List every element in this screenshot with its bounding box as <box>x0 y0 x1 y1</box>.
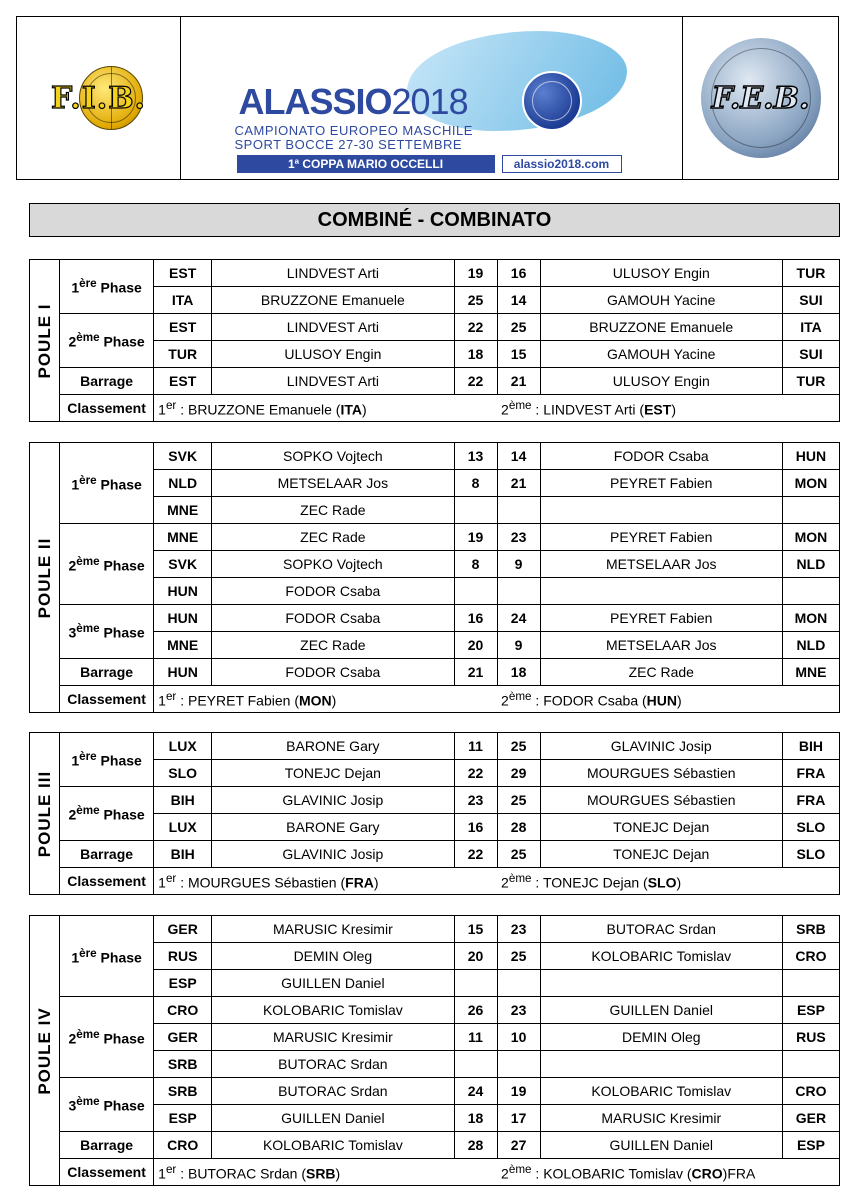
country-code: SLO <box>647 874 677 891</box>
score: 23 <box>497 997 540 1024</box>
score: 25 <box>497 733 540 760</box>
rank-first: 1er : MOURGUES Sébastien (FRA) <box>154 868 497 895</box>
score <box>454 497 497 524</box>
country-code: SVK <box>154 551 212 578</box>
fib-logo <box>24 63 174 133</box>
player-name: KOLOBARIC Tomislav <box>540 943 782 970</box>
country-code: MON <box>782 524 839 551</box>
player-name: TONEJC Dejan <box>540 814 782 841</box>
poule-label: POULE II <box>34 537 54 618</box>
score: 22 <box>454 760 497 787</box>
score: 22 <box>454 314 497 341</box>
phase-label: 2ème Phase <box>60 524 154 605</box>
country-code: MNE <box>154 524 212 551</box>
match-row <box>30 443 840 470</box>
score: 14 <box>497 287 540 314</box>
phase-label: 1ère Phase <box>60 733 154 787</box>
phase-label: 2ème Phase <box>60 997 154 1078</box>
player-name: MARUSIC Kresimir <box>212 916 454 943</box>
country-code: GER <box>154 1024 212 1051</box>
player-name <box>540 970 782 997</box>
player-name <box>540 1051 782 1078</box>
country-code: SLO <box>154 760 212 787</box>
phase-ordinal: ème <box>76 331 100 345</box>
country-code: ITA <box>782 314 839 341</box>
event-title <box>239 81 468 123</box>
player-name: BUTORAC Srdan <box>212 1078 454 1105</box>
phase-ordinal: ème <box>76 554 100 568</box>
country-code: BIH <box>154 841 212 868</box>
classement-row <box>30 868 840 895</box>
rank-second: 2ème : KOLOBARIC Tomislav (CRO)FRA <box>497 1159 839 1186</box>
rank-suffix: ème <box>508 871 532 885</box>
event-line2: SPORT BOCCE 27-30 SETTEMBRE <box>234 137 463 152</box>
classement-row <box>30 1159 840 1186</box>
country-code: MON <box>782 605 839 632</box>
score: 16 <box>454 814 497 841</box>
fib-logo-cell <box>17 17 181 179</box>
poule-table <box>29 442 840 713</box>
country-code: NLD <box>782 632 839 659</box>
score <box>497 497 540 524</box>
score: 14 <box>497 443 540 470</box>
rank-second: 2ème : FODOR Csaba (HUN) <box>497 686 839 713</box>
score: 25 <box>497 787 540 814</box>
match-row <box>30 733 840 760</box>
player-name: METSELAAR Jos <box>540 551 782 578</box>
score: 25 <box>497 943 540 970</box>
player-name: BUTORAC Srdan <box>540 916 782 943</box>
barrage-row <box>30 1132 840 1159</box>
classement-row <box>30 686 840 713</box>
poule-label: POULE I <box>34 302 54 379</box>
score: 25 <box>497 314 540 341</box>
score: 16 <box>497 260 540 287</box>
player-name: FODOR Csaba <box>212 605 454 632</box>
country-code: BIH <box>782 733 839 760</box>
country-code: CRO <box>154 997 212 1024</box>
country-code: EST <box>644 401 672 418</box>
match-row <box>30 787 840 814</box>
score: 8 <box>454 551 497 578</box>
player-name: FODOR Csaba <box>540 443 782 470</box>
event-logo <box>227 23 637 173</box>
country-code: FRA <box>782 760 839 787</box>
score <box>454 970 497 997</box>
score: 23 <box>497 524 540 551</box>
poule-label: POULE IV <box>34 1006 54 1095</box>
event-line1: CAMPIONATO EUROPEO MASCHILE <box>234 123 473 138</box>
player-name: KOLOBARIC Tomislav <box>540 1078 782 1105</box>
country-code: EST <box>154 260 212 287</box>
score: 16 <box>454 605 497 632</box>
rank-first: 1er : BRUZZONE Emanuele (ITA) <box>154 395 497 422</box>
country-code: SLO <box>782 841 839 868</box>
country-code: LUX <box>154 733 212 760</box>
player-name: PEYRET Fabien <box>540 605 782 632</box>
score: 27 <box>497 1132 540 1159</box>
player-name: ZEC Rade <box>540 659 782 686</box>
score: 22 <box>454 368 497 395</box>
barrage-label: Barrage <box>60 841 154 868</box>
barrage-row <box>30 841 840 868</box>
country-code: HUN <box>154 659 212 686</box>
score: 11 <box>454 733 497 760</box>
score: 20 <box>454 943 497 970</box>
bocce-ball-icon <box>522 71 582 131</box>
page-title: COMBINÉ - COMBINATO <box>29 203 840 237</box>
score: 26 <box>454 997 497 1024</box>
feb-logo <box>701 38 821 158</box>
score: 23 <box>454 787 497 814</box>
player-name: LINDVEST Arti <box>212 368 454 395</box>
phase-label: 2ème Phase <box>60 314 154 368</box>
player-name: METSELAAR Jos <box>540 632 782 659</box>
phase-ordinal: ère <box>79 750 97 764</box>
phase-label: 1ère Phase <box>60 916 154 997</box>
player-name: ZEC Rade <box>212 632 454 659</box>
player-name: FODOR Csaba <box>212 578 454 605</box>
country-code: RUS <box>782 1024 839 1051</box>
page-header <box>16 16 839 180</box>
player-name: DEMIN Oleg <box>540 1024 782 1051</box>
country-code: SRB <box>154 1051 212 1078</box>
country-code: ITA <box>154 287 212 314</box>
country-code: HUN <box>782 443 839 470</box>
player-name: BUTORAC Srdan <box>212 1051 454 1078</box>
phase-ordinal: ème <box>76 622 100 636</box>
country-code: SRB <box>154 1078 212 1105</box>
player-name: ULUSOY Engin <box>540 260 782 287</box>
player-name: DEMIN Oleg <box>212 943 454 970</box>
phase-label: 1ère Phase <box>60 260 154 314</box>
score: 21 <box>497 470 540 497</box>
country-code: MNE <box>154 632 212 659</box>
score: 15 <box>497 341 540 368</box>
player-name: GLAVINIC Josip <box>212 787 454 814</box>
rank-suffix: er <box>165 398 177 412</box>
player-name: LINDVEST Arti <box>212 260 454 287</box>
classement-label: Classement <box>60 868 154 895</box>
country-code: SRB <box>782 916 839 943</box>
match-row <box>30 524 840 551</box>
rank-suffix: ème <box>508 1162 532 1176</box>
score <box>497 578 540 605</box>
rank-suffix: er <box>165 689 177 703</box>
player-name: BRUZZONE Emanuele <box>540 314 782 341</box>
feb-logo-cell <box>683 17 838 179</box>
player-name: GAMOUH Yacine <box>540 287 782 314</box>
player-name: KOLOBARIC Tomislav <box>212 997 454 1024</box>
score <box>497 1051 540 1078</box>
rank-second: 2ème : LINDVEST Arti (EST) <box>497 395 839 422</box>
event-url: alassio2018.com <box>502 155 622 173</box>
player-name: GAMOUH Yacine <box>540 341 782 368</box>
score: 25 <box>497 841 540 868</box>
barrage-row <box>30 368 840 395</box>
match-row <box>30 997 840 1024</box>
country-code: HUN <box>154 578 212 605</box>
match-row <box>30 314 840 341</box>
player-name: GUILLEN Daniel <box>540 997 782 1024</box>
country-code: MON <box>299 692 332 709</box>
rank-suffix: er <box>165 1162 177 1176</box>
player-name: KOLOBARIC Tomislav <box>212 1132 454 1159</box>
rank-first: 1er : PEYRET Fabien (MON) <box>154 686 497 713</box>
match-row <box>30 260 840 287</box>
country-code: TUR <box>154 341 212 368</box>
player-name: METSELAAR Jos <box>212 470 454 497</box>
score: 18 <box>454 341 497 368</box>
score: 17 <box>497 1105 540 1132</box>
player-name: GLAVINIC Josip <box>540 733 782 760</box>
score: 19 <box>454 260 497 287</box>
country-code: FRA <box>782 787 839 814</box>
poule-label-cell <box>30 260 60 422</box>
country-code: ITA <box>340 401 362 418</box>
poule-table <box>29 732 840 895</box>
country-code: GER <box>154 916 212 943</box>
barrage-label: Barrage <box>60 659 154 686</box>
country-code: SUI <box>782 287 839 314</box>
poule-label: POULE III <box>34 770 54 857</box>
country-code <box>782 497 839 524</box>
score: 19 <box>454 524 497 551</box>
score: 23 <box>497 916 540 943</box>
phase-label: 3ème Phase <box>60 1078 154 1132</box>
score: 8 <box>454 470 497 497</box>
country-code: NLD <box>154 470 212 497</box>
score <box>497 970 540 997</box>
event-coppa: 1ª COPPA MARIO OCCELLI <box>237 155 495 173</box>
score: 13 <box>454 443 497 470</box>
country-code: EST <box>154 314 212 341</box>
country-code: LUX <box>154 814 212 841</box>
country-code: MNE <box>154 497 212 524</box>
feb-logo-text: F.E.B. <box>711 80 810 116</box>
poule-label-cell <box>30 916 60 1186</box>
score: 28 <box>454 1132 497 1159</box>
country-code: MNE <box>782 659 839 686</box>
country-code: BIH <box>154 787 212 814</box>
fib-logo-text: F.I.B. <box>50 80 146 116</box>
score: 21 <box>454 659 497 686</box>
barrage-row <box>30 659 840 686</box>
country-code: HUN <box>646 692 678 709</box>
poule-table <box>29 915 840 1186</box>
player-name: PEYRET Fabien <box>540 524 782 551</box>
country-code: ESP <box>782 1132 839 1159</box>
country-code: GER <box>782 1105 839 1132</box>
phase-ordinal: ème <box>76 1027 100 1041</box>
country-code: RUS <box>154 943 212 970</box>
country-code: SRB <box>305 1165 336 1182</box>
score: 15 <box>454 916 497 943</box>
poule-label-cell <box>30 733 60 895</box>
event-name: ALASSIO <box>238 81 392 122</box>
country-code <box>782 1051 839 1078</box>
player-name <box>540 497 782 524</box>
player-name: MARUSIC Kresimir <box>212 1024 454 1051</box>
phase-label: 2ème Phase <box>60 787 154 841</box>
country-code: CRO <box>782 943 839 970</box>
score: 18 <box>497 659 540 686</box>
phase-ordinal: ème <box>76 1095 100 1109</box>
player-name: BRUZZONE Emanuele <box>212 287 454 314</box>
country-code: ESP <box>154 1105 212 1132</box>
player-name: MOURGUES Sébastien <box>540 760 782 787</box>
player-name: ZEC Rade <box>212 524 454 551</box>
country-code <box>782 970 839 997</box>
score: 21 <box>497 368 540 395</box>
score: 9 <box>497 632 540 659</box>
country-code: EST <box>154 368 212 395</box>
score: 18 <box>454 1105 497 1132</box>
poule-table <box>29 259 840 422</box>
score: 25 <box>454 287 497 314</box>
player-name: MARUSIC Kresimir <box>540 1105 782 1132</box>
country-code: ESP <box>154 970 212 997</box>
classement-label: Classement <box>60 1159 154 1186</box>
player-name: BARONE Gary <box>212 733 454 760</box>
country-code: NLD <box>782 551 839 578</box>
phase-label: 3ème Phase <box>60 605 154 659</box>
match-row <box>30 916 840 943</box>
score <box>454 578 497 605</box>
player-name: TONEJC Dejan <box>212 760 454 787</box>
country-code: TUR <box>782 260 839 287</box>
country-code: HUN <box>154 605 212 632</box>
phase-ordinal: ère <box>79 946 97 960</box>
country-code: TUR <box>782 368 839 395</box>
country-code: ESP <box>782 997 839 1024</box>
player-name: PEYRET Fabien <box>540 470 782 497</box>
rank-suffix: ème <box>508 689 532 703</box>
player-name: SOPKO Vojtech <box>212 443 454 470</box>
country-code: SUI <box>782 341 839 368</box>
player-name: TONEJC Dejan <box>540 841 782 868</box>
score: 9 <box>497 551 540 578</box>
score: 24 <box>454 1078 497 1105</box>
score: 28 <box>497 814 540 841</box>
event-year: 2018 <box>391 81 468 122</box>
player-name: FODOR Csaba <box>212 659 454 686</box>
score: 24 <box>497 605 540 632</box>
player-name: LINDVEST Arti <box>212 314 454 341</box>
country-code: FRA <box>345 874 374 891</box>
score: 22 <box>454 841 497 868</box>
rank-suffix: ème <box>508 398 532 412</box>
player-name: ULUSOY Engin <box>540 368 782 395</box>
player-name: SOPKO Vojtech <box>212 551 454 578</box>
country-code: CRO <box>154 1132 212 1159</box>
player-name: GUILLEN Daniel <box>212 970 454 997</box>
player-name <box>540 578 782 605</box>
player-name: ULUSOY Engin <box>212 341 454 368</box>
country-code: MON <box>782 470 839 497</box>
score: 29 <box>497 760 540 787</box>
phase-ordinal: ème <box>76 804 100 818</box>
country-code: CRO <box>691 1165 723 1182</box>
classement-label: Classement <box>60 686 154 713</box>
player-name: MOURGUES Sébastien <box>540 787 782 814</box>
barrage-label: Barrage <box>60 368 154 395</box>
country-code: SLO <box>782 814 839 841</box>
event-logo-cell <box>181 17 683 179</box>
score: 11 <box>454 1024 497 1051</box>
classement-label: Classement <box>60 395 154 422</box>
country-code <box>782 578 839 605</box>
rank-suffix: er <box>165 871 177 885</box>
score: 20 <box>454 632 497 659</box>
classement-row <box>30 395 840 422</box>
player-name: GLAVINIC Josip <box>212 841 454 868</box>
player-name: GUILLEN Daniel <box>212 1105 454 1132</box>
phase-ordinal: ère <box>79 277 97 291</box>
player-name: GUILLEN Daniel <box>540 1132 782 1159</box>
rank-second: 2ème : TONEJC Dejan (SLO) <box>497 868 839 895</box>
score: 19 <box>497 1078 540 1105</box>
match-row <box>30 1078 840 1105</box>
country-code: CRO <box>782 1078 839 1105</box>
phase-label: 1ère Phase <box>60 443 154 524</box>
barrage-label: Barrage <box>60 1132 154 1159</box>
country-code: SVK <box>154 443 212 470</box>
score <box>454 1051 497 1078</box>
match-row <box>30 605 840 632</box>
poule-label-cell <box>30 443 60 713</box>
player-name: BARONE Gary <box>212 814 454 841</box>
phase-ordinal: ère <box>79 473 97 487</box>
rank-first: 1er : BUTORAC Srdan (SRB) <box>154 1159 497 1186</box>
player-name: ZEC Rade <box>212 497 454 524</box>
score: 10 <box>497 1024 540 1051</box>
